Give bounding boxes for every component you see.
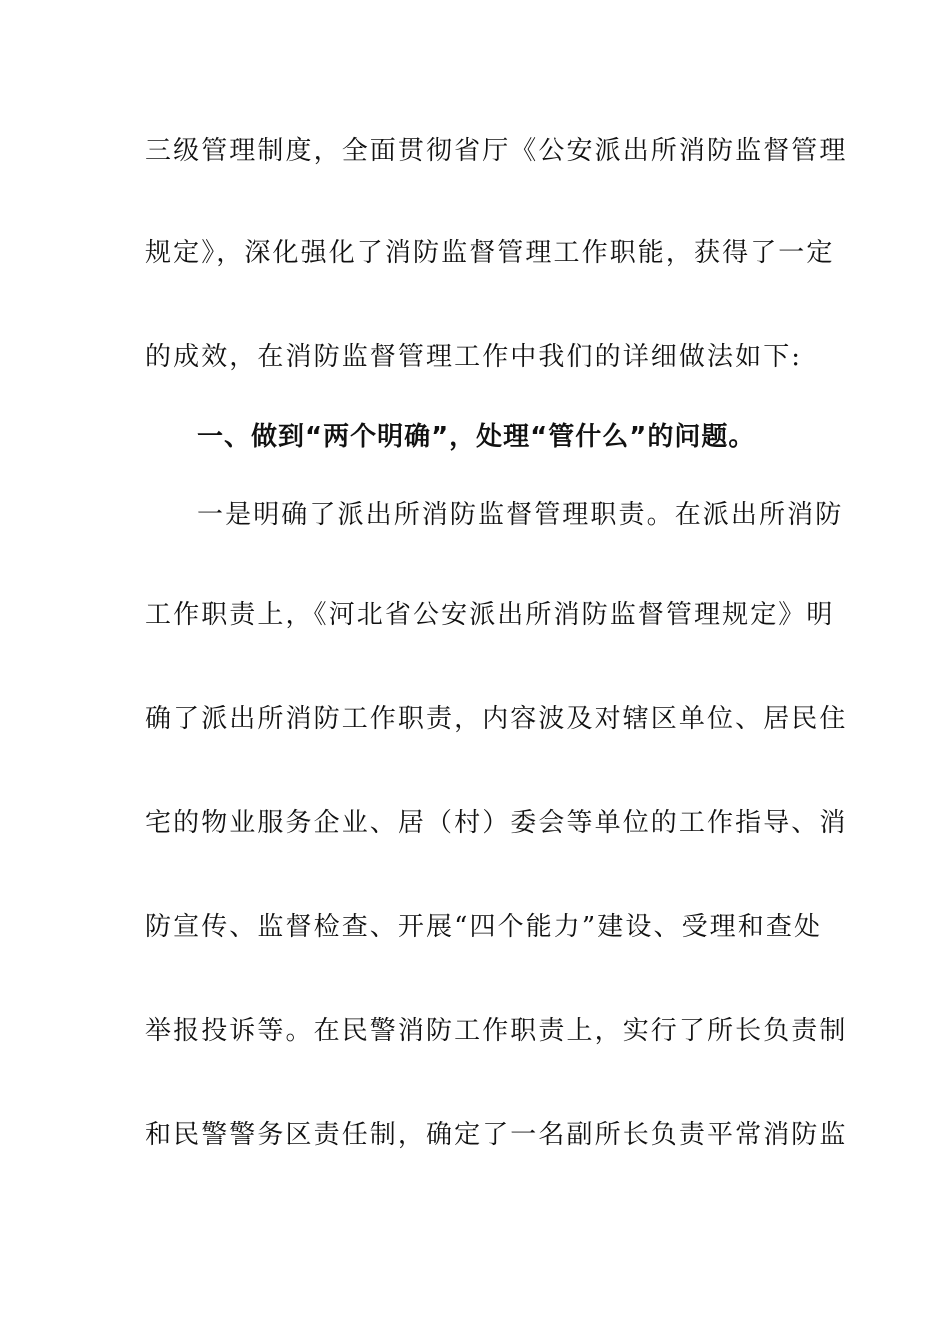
paragraph-line-2: 工作职责上，《河北省公安派出所消防监督管理规定》明 [145,600,835,630]
paragraph-line-7: 和民警警务区责任制，确定了一名副所长负责平常消防监 [145,1120,848,1150]
paragraph-line-3: 确了派出所消防工作职责，内容波及对辖区单位、居民住 [145,704,848,734]
text-line-1: 三级管理制度，全面贯彻省厅《公安派出所消防监督管理 [145,136,848,166]
paragraph-line-4: 宅的物业服务企业、居（村）委会等单位的工作指导、消 [145,808,848,838]
paragraph-line-5: 防宣传、监督检查、开展“四个能力”建设、受理和查处 [145,912,823,942]
paragraph-line-1: 一是明确了派出所消防监督管理职责。在派出所消防 [197,500,844,530]
text-line-3: 的成效，在消防监督管理工作中我们的详细做法如下: [145,342,803,372]
paragraph-line-6: 举报投诉等。在民警消防工作职责上，实行了所长负责制 [145,1016,848,1046]
section-heading: 一、做到“两个明确”，处理“管什么”的问题。 [197,422,756,452]
text-line-2: 规定》，深化强化了消防监督管理工作职能，获得了一定 [145,238,835,268]
